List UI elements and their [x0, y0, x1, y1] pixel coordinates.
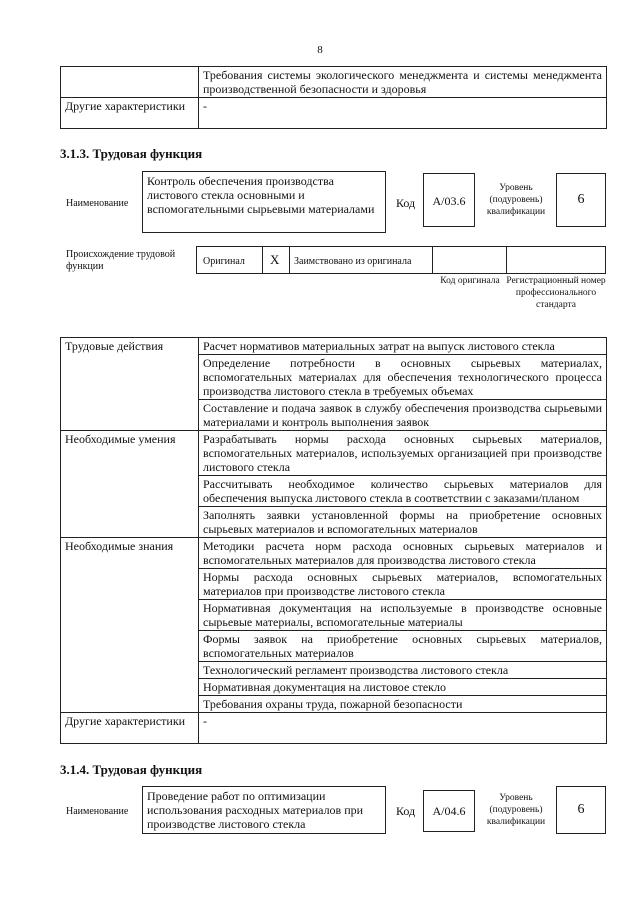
code-label: Код: [396, 196, 416, 210]
group-item: Нормы расхода основных сырьевых материалов, вспомогательных материалов при производстве листового стекла: [199, 569, 607, 600]
code-value: [423, 173, 475, 227]
group-item: Составление и подача заявок в службу обеспечения производства сырьевыми материалами и контроль выполнения заявок: [199, 400, 607, 431]
row-label: Другие характеристики: [61, 98, 199, 129]
code-value: [423, 790, 475, 832]
group-label: Необходимые умения: [61, 431, 199, 538]
group-item: Рассчитывать необходимое количество сырьевых материалов для обеспечения выпуска листового стекла в соответствии с заказами/планом: [199, 476, 607, 507]
section-heading: 3.1.4. Трудовая функция: [60, 762, 203, 777]
top-table: [60, 66, 607, 129]
group-item: Заполнять заявки установленной формы на приобретение основных сырьевых материалов и вспомогательных материалов: [199, 507, 607, 538]
code-original-caption: Код оригинала: [440, 276, 500, 286]
function-table: [60, 337, 607, 744]
group-item: -: [199, 713, 607, 744]
section-heading: 3.1.3. Трудовая функция: [60, 146, 203, 161]
origin-label: Происхождение трудовой функции: [66, 249, 176, 272]
group-item: Нормативная документация на листовое стекло: [199, 679, 607, 696]
group-label: Необходимые знания: [61, 538, 199, 713]
group-item: Разрабатывать нормы расхода основных сырьевых материалов, вспомогательных материалов, используемых организацией при производстве листового стекла: [199, 431, 607, 476]
table-row: [61, 538, 607, 569]
level-value: [556, 786, 606, 834]
name-value: Контроль обеспечения производства листового стекла основными и вспомогательными сырьевыми материалами: [142, 171, 386, 233]
original-mark: X: [270, 252, 280, 267]
table-row: [61, 67, 607, 98]
page-number: 8: [317, 44, 323, 56]
group-item: Расчет нормативов материальных затрат на выпуск листового стекла: [199, 338, 607, 355]
row-label: [61, 67, 199, 98]
group-item: Определение потребности в основных сырьевых материалах, вспомогательных материалах для обеспечения технологического процесса производства листового стекла в требуемых объемах: [199, 355, 607, 400]
table-row: [61, 713, 607, 744]
group-item: Требования охраны труда, пожарной безопасности: [199, 696, 607, 713]
group-label: Другие характеристики: [61, 713, 199, 744]
borrowed-label: Заимствовано из оригинала: [294, 256, 412, 267]
name-label: Наименование: [66, 806, 129, 817]
reg-number-caption: Регистрационный номер профессионального стандарта: [506, 276, 606, 310]
group-item: Формы заявок на приобретение основных сырьевых материалов, вспомогательных материалов: [199, 631, 607, 662]
table-row: [61, 431, 607, 476]
group-item: Нормативная документация на используемые в производстве основные сырьевые материалы, вспомогательные материалы: [199, 600, 607, 631]
row-text: -: [199, 98, 607, 129]
original-label: Оригинал: [203, 256, 245, 267]
row-text: Требования системы экологического менеджмента и системы менеджмента производственной безопасности и здоровья: [199, 67, 607, 98]
code-value-text: А/04.6: [432, 804, 466, 818]
group-label: Трудовые действия: [61, 338, 199, 431]
level-label: Уровень (подуровень) квалификации: [486, 183, 546, 217]
group-item: Технологический регламент производства листового стекла: [199, 662, 607, 679]
level-value-text: 6: [577, 192, 585, 207]
code-label: Код: [396, 804, 416, 818]
level-value-text: 6: [577, 802, 585, 817]
table-row: [61, 338, 607, 355]
group-item: Методики расчета норм расхода основных сырьевых материалов и вспомогательных материалов для производства листового стекла: [199, 538, 607, 569]
name-value: Проведение работ по оптимизации использования расходных материалов при производстве листового стекла: [142, 786, 386, 834]
table-row: [61, 98, 607, 129]
level-label: Уровень (подуровень) квалификации: [486, 793, 546, 827]
name-label: Наименование: [66, 198, 129, 209]
level-value: [556, 173, 606, 227]
code-value-text: А/03.6: [432, 194, 466, 208]
